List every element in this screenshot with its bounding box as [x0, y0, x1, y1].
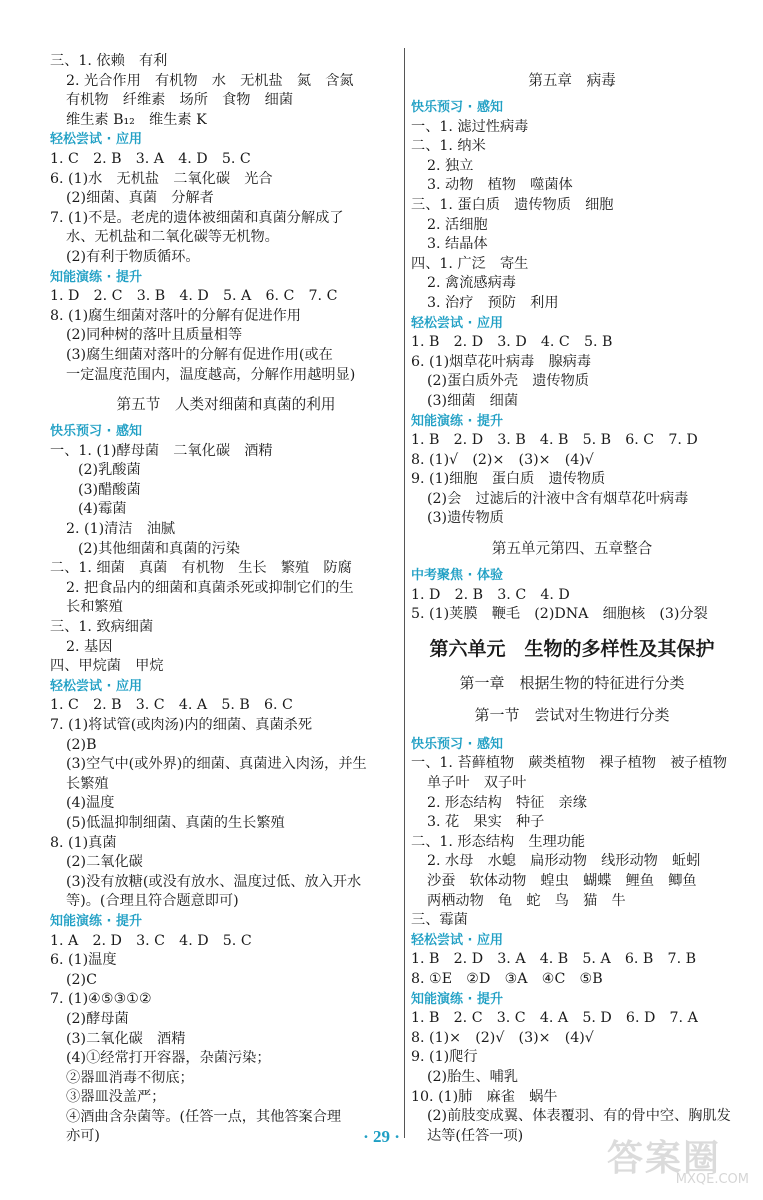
watermark-text: 答案圈 — [606, 1138, 721, 1179]
answer-line: 8. (1)腐生细菌对落叶的分解有促进作用 — [50, 307, 301, 324]
answer-line: 7. (1)不是。老虎的遗体被细菌和真菌分解成了 — [50, 209, 344, 226]
answer-line: (2)会 过滤后的汁液中含有烟草花叶病毒 — [427, 490, 689, 507]
answer-line: 长和繁殖 — [66, 599, 123, 616]
chapter-title: 第六单元 生物的多样性及其保护 — [429, 637, 715, 660]
answer-line: 三、霉菌 — [411, 912, 468, 929]
chapter-title: 第一节 尝试对生物进行分类 — [474, 705, 670, 724]
answer-line: 3. 花 果实 种子 — [427, 814, 545, 831]
answer-line: 1. B 2. D 3. B 4. B 5. B 6. C 7. D — [411, 432, 698, 449]
answer-line: 等)。(合理且符合题意即可) — [66, 893, 239, 910]
answer-line: 维生素 B₁₂ 维生素 K — [66, 111, 207, 128]
answer-line: 四、甲烷菌 甲烷 — [50, 658, 164, 675]
answer-line: (3)醋酸菌 — [78, 481, 141, 498]
page-number: · 29 · — [363, 1127, 400, 1146]
answer-line: 2. 光合作用 有机物 水 无机盐 氮 含氮 — [66, 72, 354, 89]
answer-line: 一、1. (1)酵母菌 二氧化碳 酒精 — [50, 442, 273, 459]
answer-line: (2)B — [66, 736, 97, 753]
watermark-url: MXQE.COM — [675, 1172, 749, 1187]
answer-line: 三、1. 致病细菌 — [50, 619, 154, 636]
answer-line: (5)低温抑制细菌、真菌的生长繁殖 — [66, 814, 285, 831]
answer-line: (3)没有放糖(或没有放水、温度过低、放入开水 — [66, 873, 362, 890]
answer-line: 1. B 2. D 3. A 4. B 5. A 6. B 7. B — [411, 951, 697, 968]
answer-line: 四、1. 广泛 寄生 — [411, 255, 529, 272]
answer-line: 二、1. 纳米 — [411, 138, 486, 155]
answer-line: (2)胎生、哺乳 — [427, 1068, 519, 1085]
section-heading: 快乐预习 · 感知 — [411, 100, 503, 115]
answer-line: (2)其他细菌和真菌的污染 — [78, 540, 240, 557]
answer-line: 三、1. 依赖 有利 — [50, 53, 168, 69]
answer-line: 1. D 2. C 3. B 4. D 5. A 6. C 7. C — [50, 288, 338, 305]
answer-line: 3. 治疗 预防 利用 — [427, 294, 559, 311]
answer-line: 一、1. 苔藓植物 蕨类植物 裸子植物 被子植物 — [411, 755, 727, 772]
answer-line: 一、1. 滤过性病毒 — [411, 118, 529, 135]
section-heading: 快乐预习 · 感知 — [411, 736, 503, 752]
answer-line: (4)霉菌 — [78, 501, 127, 518]
section-heading: 中考聚焦 · 体验 — [411, 568, 503, 584]
answer-line: 2. 形态结构 特征 亲缘 — [427, 794, 587, 811]
answer-line: 5. (1)荚膜 鞭毛 (2)DNA 细胞核 (3)分裂 — [411, 606, 708, 623]
answer-line: 7. (1)将试管(或肉汤)内的细菌、真菌杀死 — [50, 717, 313, 733]
answer-line: (3)空气中(或外界)的细菌、真菌进入肉汤，并生 — [66, 756, 367, 773]
answer-line: (2)二氧化碳 — [66, 854, 143, 871]
section-heading: 轻松尝试 · 应用 — [411, 315, 503, 331]
answer-line: 2. 禽流感病毒 — [427, 275, 516, 292]
answer-line: 一定温度范围内，温度越高，分解作用越明显) — [66, 366, 356, 383]
section-heading: 知能演练 · 提升 — [50, 913, 142, 929]
answer-line: 10. (1)肺 麻雀 蜗牛 — [411, 1088, 558, 1105]
answer-line: (3)二氧化碳 酒精 — [66, 1030, 186, 1047]
answer-line: 亦可) — [66, 1128, 100, 1145]
answer-line: 2. (1)清洁 油腻 — [66, 521, 176, 538]
answer-line: 3. 动物 植物 噬菌体 — [427, 177, 573, 194]
answer-line: 8. ①E ②D ③A ④C ⑤B — [411, 970, 603, 987]
answer-line: 8. (1)真菌 — [50, 834, 117, 851]
answer-line: 7. (1)④⑤③①② — [50, 991, 152, 1008]
answer-line: (4)温度 — [66, 795, 115, 812]
chapter-title: 第五节 人类对细菌和真菌的利用 — [116, 396, 336, 414]
section-heading: 轻松尝试 · 应用 — [50, 132, 142, 148]
answer-line: 1. B 2. C 3. C 4. A 5. D 6. D 7. A — [411, 1010, 698, 1027]
answer-line: 2. 水母 水螅 扁形动物 线形动物 蚯蚓 — [427, 853, 701, 870]
answer-line: 单子叶 双子叶 — [427, 775, 527, 792]
answer-line: (2)前肢变成翼、体表覆羽、有的骨中空、胸肌发 — [427, 1108, 731, 1125]
column-divider — [404, 48, 405, 1138]
answer-line: (2)有利于物质循环。 — [66, 248, 200, 265]
answer-line: ④酒曲含杂菌等。(任答一点，其他答案合理 — [66, 1108, 342, 1125]
answer-line: 2. 把食品内的细菌和真菌杀死或抑制它们的生 — [66, 579, 354, 596]
answer-line: 二、1. 形态结构 生理功能 — [411, 833, 586, 850]
answer-line: 二、1. 细菌 真菌 有机物 生长 繁殖 防腐 — [50, 560, 352, 577]
chapter-title: 第一章 根据生物的特征进行分类 — [459, 673, 685, 692]
answer-line: 三、1. 蛋白质 遗传物质 细胞 — [411, 196, 614, 213]
answer-line: 水、无机盐和二氧化碳等无机物。 — [66, 229, 279, 246]
answer-line: ②器皿消毒不彻底； — [66, 1069, 194, 1086]
answer-line: 1. A 2. D 3. C 4. D 5. C — [50, 932, 252, 949]
chapter-title: 第五章 病毒 — [528, 72, 616, 89]
answer-line: (2)同种树的落叶且质量相等 — [66, 327, 243, 344]
answer-line: (3)细菌 细菌 — [427, 392, 519, 409]
answer-line: 2. 活细胞 — [427, 216, 488, 233]
section-heading: 知能演练 · 提升 — [411, 413, 503, 429]
answer-line: (2)乳酸菌 — [78, 462, 141, 479]
answer-line: 2. 基因 — [66, 638, 113, 655]
answer-line: 两栖动物 龟 蛇 鸟 猫 牛 — [427, 892, 626, 909]
chapter-title: 第五单元第四、五章整合 — [491, 540, 653, 558]
answer-line: 6. (1)温度 — [50, 952, 117, 969]
section-heading: 快乐预习 · 感知 — [50, 424, 142, 440]
section-heading: 知能演练 · 提升 — [50, 269, 142, 285]
answer-line: 1. D 2. B 3. C 4. D — [411, 586, 570, 603]
answer-line: (3)腐生细菌对落叶的分解有促进作用(或在 — [66, 346, 333, 363]
answer-line: (2)C — [66, 971, 97, 988]
section-heading: 轻松尝试 · 应用 — [411, 932, 503, 948]
answer-line: 沙蚕 软体动物 蝗虫 蝴蝶 鲤鱼 鲫鱼 — [427, 873, 697, 889]
answer-line: (4)①经常打开容器，杂菌污染； — [66, 1050, 271, 1067]
answer-line: 2. 独立 — [427, 157, 474, 174]
answer-line: (2)酵母菌 — [66, 1010, 129, 1027]
answer-line: 达等(任答一项) — [427, 1127, 524, 1144]
watermark-logo — [579, 1130, 749, 1194]
answer-line: 6. (1)水 无机盐 二氧化碳 光合 — [50, 170, 273, 187]
answer-line: (2)蛋白质外壳 遗传物质 — [427, 373, 589, 390]
answer-line: ③器皿没盖严； — [66, 1089, 166, 1106]
answer-line: (2)细菌、真菌 分解者 — [66, 190, 214, 207]
answer-line: 1. C 2. B 3. A 4. D 5. C — [50, 150, 251, 167]
left-column — [50, 52, 402, 1147]
section-heading: 知能演练 · 提升 — [411, 991, 503, 1007]
answer-line: 有机物 纤维素 场所 食物 细菌 — [66, 92, 294, 109]
answer-line: 3. 结晶体 — [427, 236, 488, 253]
answer-line: 8. (1)√ (2)× (3)× (4)√ — [411, 451, 594, 468]
answer-line: 9. (1)细胞 蛋白质 遗传物质 — [411, 471, 606, 488]
answer-line: 8. (1)× (2)√ (3)× (4)√ — [411, 1029, 594, 1046]
answer-line: 长繁殖 — [66, 775, 109, 792]
answer-line: 6. (1)烟草花叶病毒 腺病毒 — [411, 353, 592, 370]
section-heading: 轻松尝试 · 应用 — [50, 678, 142, 694]
answer-line: 1. C 2. B 3. C 4. A 5. B 6. C — [50, 697, 293, 714]
answer-line: (3)遗传物质 — [427, 510, 504, 527]
answer-line: 1. B 2. D 3. D 4. C 5. B — [411, 334, 613, 351]
answer-line: 9. (1)爬行 — [411, 1049, 478, 1066]
right-column — [411, 52, 733, 1146]
